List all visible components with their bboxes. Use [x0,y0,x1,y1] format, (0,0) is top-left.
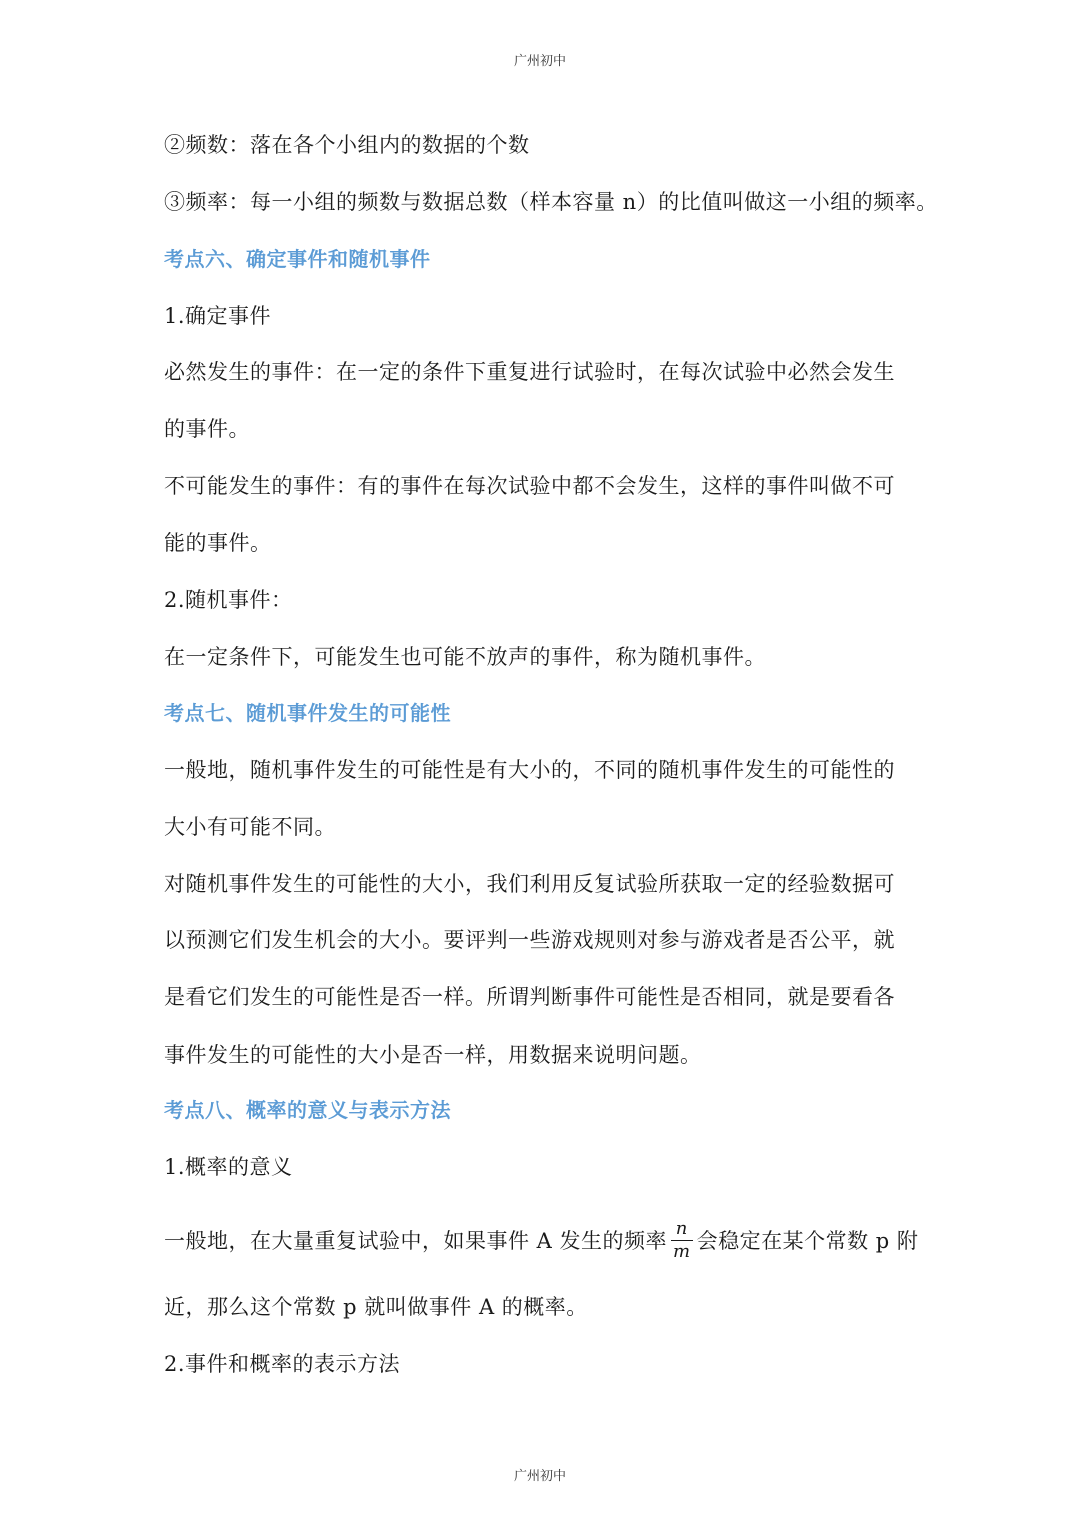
subheading-certain-event: 1.确定事件 [164,304,272,328]
paragraph-probability-definition-1 [164,1218,919,1263]
subheading-random-event: 2.随机事件： [164,588,293,612]
section-heading-6: 考点六、确定事件和随机事件 [164,247,431,271]
paragraph-inevitable-event-2: 的事件。 [164,417,250,441]
fraction-denominator: m [673,1241,691,1262]
probability-text-after-fraction: 会稳定在某个常数 p 附 [696,1229,919,1253]
paragraph-experiment-3: 是看它们发生的可能性是否一样。所谓判断事件可能性是否相同，就是要看各 [164,985,895,1009]
paragraph-frequency-rate: ③频率：每一小组的频数与数据总数（样本容量 n）的比值叫做这一小组的频率。 [164,190,938,214]
paragraph-impossible-event-2: 能的事件。 [164,531,272,555]
fraction-numerator: n [671,1220,693,1241]
probability-text-before-fraction: 一般地，在大量重复试验中，如果事件 A 发生的频率 [164,1229,668,1253]
frequency-fraction [671,1220,693,1261]
paragraph-frequency-count: ②频数：落在各个小组内的数据的个数 [164,133,530,157]
subheading-probability-meaning: 1.概率的意义 [164,1155,293,1179]
paragraph-experiment-2: 以预测它们发生机会的大小。要评判一些游戏规则对参与游戏者是否公平，就 [164,928,895,952]
page-header: 广州初中 [513,54,566,69]
paragraph-experiment-4: 事件发生的可能性的大小是否一样，用数据来说明问题。 [164,1043,702,1067]
page-footer: 广州初中 [513,1469,566,1484]
paragraph-possibility-1: 一般地，随机事件发生的可能性是有大小的，不同的随机事件发生的可能性的 [164,758,895,782]
paragraph-probability-definition-2: 近，那么这个常数 p 就叫做事件 A 的概率。 [164,1295,588,1319]
section-heading-7: 考点七、随机事件发生的可能性 [164,701,451,725]
paragraph-inevitable-event-1: 必然发生的事件：在一定的条件下重复进行试验时，在每次试验中必然会发生 [164,360,895,384]
subheading-representation: 2.事件和概率的表示方法 [164,1352,401,1376]
paragraph-random-event: 在一定条件下，可能发生也可能不放声的事件，称为随机事件。 [164,645,766,669]
paragraph-experiment-1: 对随机事件发生的可能性的大小，我们利用反复试验所获取一定的经验数据可 [164,872,895,896]
paragraph-possibility-2: 大小有可能不同。 [164,815,336,839]
paragraph-impossible-event-1: 不可能发生的事件：有的事件在每次试验中都不会发生，这样的事件叫做不可 [164,474,895,498]
section-heading-8: 考点八、概率的意义与表示方法 [164,1098,451,1122]
